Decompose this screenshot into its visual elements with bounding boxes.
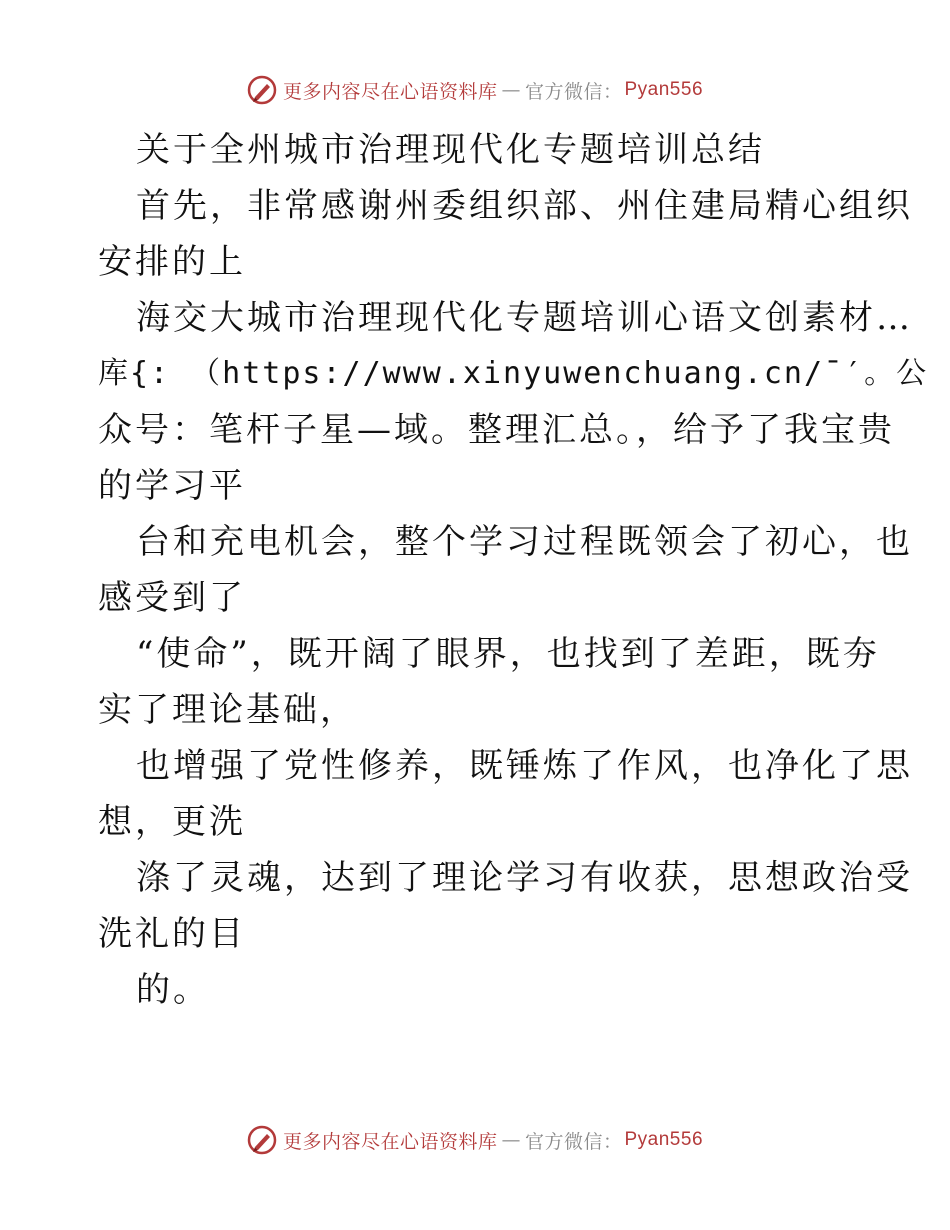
document-title: 关于全州城市治理现代化专题培训总结	[136, 130, 765, 170]
paragraph-line: 也增强了党性修养，既锤炼了作风，也净化了思	[136, 746, 913, 786]
paragraph-line: 台和充电机会，整个学习过程既领会了初心，也	[136, 522, 913, 562]
document-body	[98, 122, 929, 1018]
pen-logo-icon	[247, 1125, 277, 1155]
paragraph-line: 想，更洗	[98, 802, 246, 842]
paragraph-line: 安排的上	[98, 242, 246, 282]
paragraph-line: 感受到了	[98, 578, 246, 618]
paragraph-line: 的。	[136, 970, 210, 1010]
paragraph-line: 涤了灵魂，达到了理论学习有收获，思想政治受	[136, 858, 913, 898]
paragraph-line: 众号：笔杆子星—域。整理汇总。，给予了我宝贵	[98, 410, 895, 450]
paragraph-line-url: 库{: （https://www.xinyuwenchuang.cn/¯′。公	[98, 356, 929, 391]
wechat-id: Pyan556	[624, 1129, 704, 1150]
wechat-label: 官方微信：	[524, 80, 623, 103]
paragraph-line: 的学习平	[98, 466, 246, 506]
footer-banner	[0, 1120, 950, 1160]
pen-logo-icon	[247, 75, 277, 105]
banner-separator: —	[501, 79, 521, 101]
wechat-id: Pyan556	[624, 79, 704, 100]
paragraph-line: 实了理论基础，	[98, 690, 357, 730]
banner-text: 更多内容尽在心语资料库	[282, 1130, 498, 1153]
paragraph-line: “使命”，既开阔了眼界，也找到了差距，既夯	[136, 634, 880, 674]
banner-text: 更多内容尽在心语资料库	[282, 80, 498, 103]
paragraph-line: 洗礼的目	[98, 914, 246, 954]
banner-separator: —	[501, 1129, 521, 1151]
paragraph-line: 首先，非常感谢州委组织部、州住建局精心组织	[136, 186, 913, 226]
paragraph-line: 海交大城市治理现代化专题培训心语文创素材…	[136, 298, 913, 338]
wechat-label: 官方微信：	[524, 1130, 623, 1153]
header-banner	[0, 70, 950, 110]
